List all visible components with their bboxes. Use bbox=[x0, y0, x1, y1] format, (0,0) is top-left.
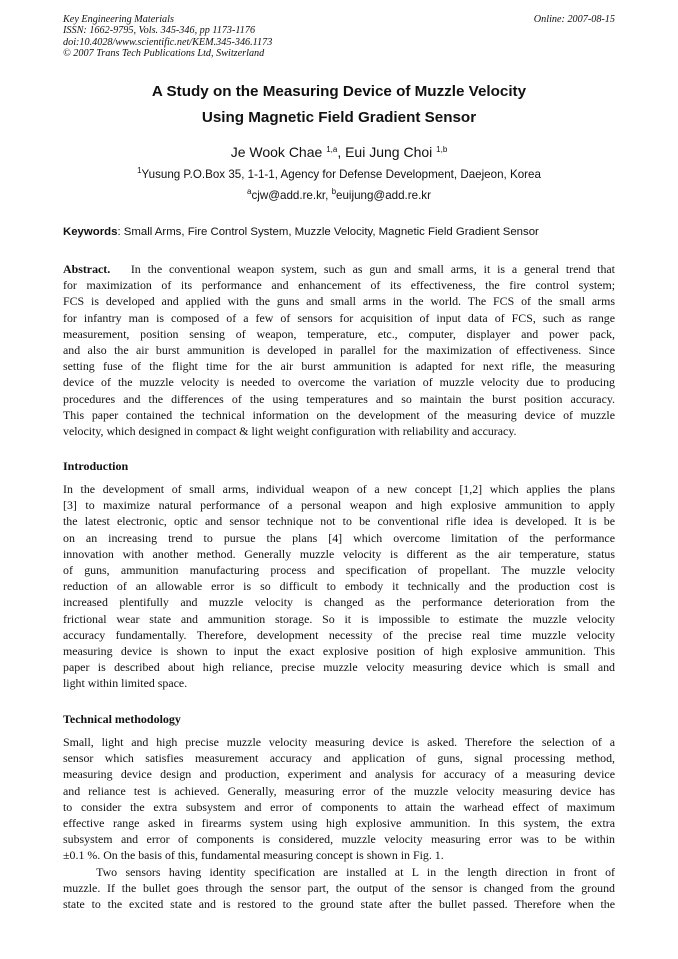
introduction-line: reduction of an allowable error is so difficult to embody it technically and the production cost is bbox=[63, 579, 615, 594]
author-separator: , bbox=[337, 144, 346, 160]
author-emails bbox=[63, 189, 615, 204]
abstract-line: FCS is developed and applied with the guns and small arms in the world. The FCS of the small arms bbox=[63, 294, 615, 309]
technical-line: Two sensors having identity specification are installed at L in the length direction in front of bbox=[63, 864, 615, 879]
affiliation-text: Yusung P.O.Box 35, 1-1-1, Agency for Defense Development, Daejeon, Korea bbox=[141, 168, 541, 181]
introduction-line: increased plentifully and muzzle velocity is changed as the performance deterioration from the bbox=[63, 595, 615, 610]
technical-line: measuring device design and production, experiment and analysis for accuracy of a measuring device bbox=[63, 767, 615, 782]
abstract-line: velocity, which designed in compact & light weight configuration with reliability and accuracy. bbox=[63, 423, 517, 438]
introduction-line: [3] to maximize natural performance of a personal weapon and high explosive ammunition to apply bbox=[63, 498, 615, 513]
paper-title-line-1: A Study on the Measuring Device of Muzzle Velocity bbox=[151, 83, 527, 100]
author-list bbox=[63, 143, 615, 164]
abstract-line: This paper contained the technical information on the development of the measuring device of muzzle bbox=[63, 407, 615, 422]
introduction-line: the latest electronic, optic and sensor technique not to be conventional rifle idea is developed. It is be bbox=[63, 514, 615, 529]
introduction-line: of guns, ammunition manufacturing process and specification of propellant. The muzzle velocity bbox=[63, 562, 615, 577]
introduction-body bbox=[63, 481, 615, 691]
abstract-line: and also the air burst ammunition is developed in parallel for the maximization of effectiveness. Since bbox=[63, 342, 615, 357]
author-affiliation-marker: 1,b bbox=[436, 145, 448, 154]
author-name: Eui Jung Choi bbox=[345, 144, 433, 160]
technical-methodology-body bbox=[63, 734, 615, 912]
technical-line: muzzle. If the bullet goes through the sensor part, the output of the sensor is changed from the ground bbox=[63, 880, 615, 895]
journal-name: Key Engineering Materials bbox=[63, 14, 174, 25]
technical-line: subsystem and error of components is considered, muzzle velocity measuring error was to be within bbox=[63, 832, 615, 847]
introduction-line: light within limited space. bbox=[63, 676, 188, 691]
email-address: cjw@add.re.kr bbox=[251, 189, 326, 202]
author-name: Je Wook Chae bbox=[230, 144, 323, 160]
abstract-line: device of the muzzle velocity is needed to overcome the variation of muzzle velocity due to producing bbox=[63, 375, 615, 390]
abstract-line: setting fuse of the flight time for the air burst ammunition is adapted for next rifle, the measuring bbox=[63, 359, 615, 374]
technical-line: state to the excited state and is restored to the ground state after the bullet passed. Therefore when the bbox=[63, 896, 615, 911]
section-heading-technical-methodology: Technical methodology bbox=[63, 712, 181, 726]
journal-copyright: © 2007 Trans Tech Publications Ltd, Switzerland bbox=[63, 48, 265, 60]
introduction-line: on an increasing trend to pursue the plans [4] which overcome limitation of the performance bbox=[63, 530, 615, 545]
abstract-line: procedures and the differences of the using temperatures and so maintain the burst position accuracy. bbox=[63, 391, 615, 406]
section-heading-introduction: Introduction bbox=[63, 459, 129, 473]
keywords-text: : Small Arms, Fire Control System, Muzzle Velocity, Magnetic Field Gradient Sensor bbox=[117, 226, 539, 238]
technical-line: sensor which satisfies measurement accuracy and application of guns, signal processing method, bbox=[63, 751, 615, 766]
journal-header bbox=[63, 14, 615, 60]
journal-doi: doi:10.4028/www.scientific.net/KEM.345-346.1173 bbox=[63, 36, 273, 48]
email-marker: b bbox=[331, 187, 337, 196]
technical-line: and reliance test is achieved. Generally, measuring error of the muzzle velocity measuring device has bbox=[63, 783, 615, 798]
introduction-line: paper is described about high reliance, precise muzzle velocity measuring device which is small and bbox=[63, 660, 615, 675]
technical-line: effective range asked in firearms system using high explosive ammunition. In this system, the extra bbox=[63, 815, 615, 830]
technical-line: to consider the extra subsystem and error of components to attain the warhead effect of maximum bbox=[63, 799, 615, 814]
affiliation-marker: 1 bbox=[137, 166, 142, 175]
email-separator: , bbox=[325, 189, 332, 202]
author-affiliation-marker: 1,a bbox=[326, 145, 338, 154]
journal-issn: ISSN: 1662-9795, Vols. 345-346, pp 1173-1176 bbox=[63, 25, 256, 37]
introduction-line: In the development of small arms, individual weapon of a new concept [1,2] which applies the plans bbox=[63, 482, 615, 496]
abstract-line: for infantry man is composed of a few of sensors for acquisition of input data of FCS, such as range bbox=[63, 310, 615, 325]
abstract-line: for maximization of its performance and enhancement of its effectiveness, the fire control system; bbox=[63, 278, 615, 293]
email-address: euijung@add.re.kr bbox=[336, 189, 431, 202]
affiliation bbox=[63, 168, 615, 183]
technical-line: ±0.1 %. On the basis of this, fundamental measuring concept is shown in Fig. 1. bbox=[63, 848, 444, 863]
introduction-line: measuring device is shown to input the exact explosive position of high explosive ammunition. This bbox=[63, 643, 615, 658]
introduction-line: innovation with another method. Generally muzzle velocity is different as the air temperature, status bbox=[63, 546, 615, 561]
keywords-label: Keywords bbox=[63, 226, 118, 238]
abstract-label: Abstract. bbox=[63, 262, 111, 276]
technical-line: Small, light and high precise muzzle velocity measuring device is asked. Therefore the selection of a bbox=[63, 735, 615, 749]
abstract-line-text: In the conventional weapon system, such as gun and small arms, it is a general trend that bbox=[130, 262, 615, 276]
abstract bbox=[63, 261, 615, 439]
abstract-line bbox=[63, 261, 615, 277]
email-marker: a bbox=[247, 187, 252, 196]
introduction-line: accuracy fundamentally. Therefore, development necessity of the precise real time muzzle velocity bbox=[63, 627, 615, 642]
keywords bbox=[63, 225, 615, 239]
paper-title-line-2: Using Magnetic Field Gradient Sensor bbox=[201, 109, 477, 126]
abstract-line: measurement, position sensing of weapon, temperature, etc., computer, displayer and power pack, bbox=[63, 326, 615, 341]
introduction-line: frictional wear state and ammunition storage. So it is impossible to estimate the muzzle velocity bbox=[63, 611, 615, 626]
online-date: Online: 2007-08-15 bbox=[533, 14, 615, 25]
